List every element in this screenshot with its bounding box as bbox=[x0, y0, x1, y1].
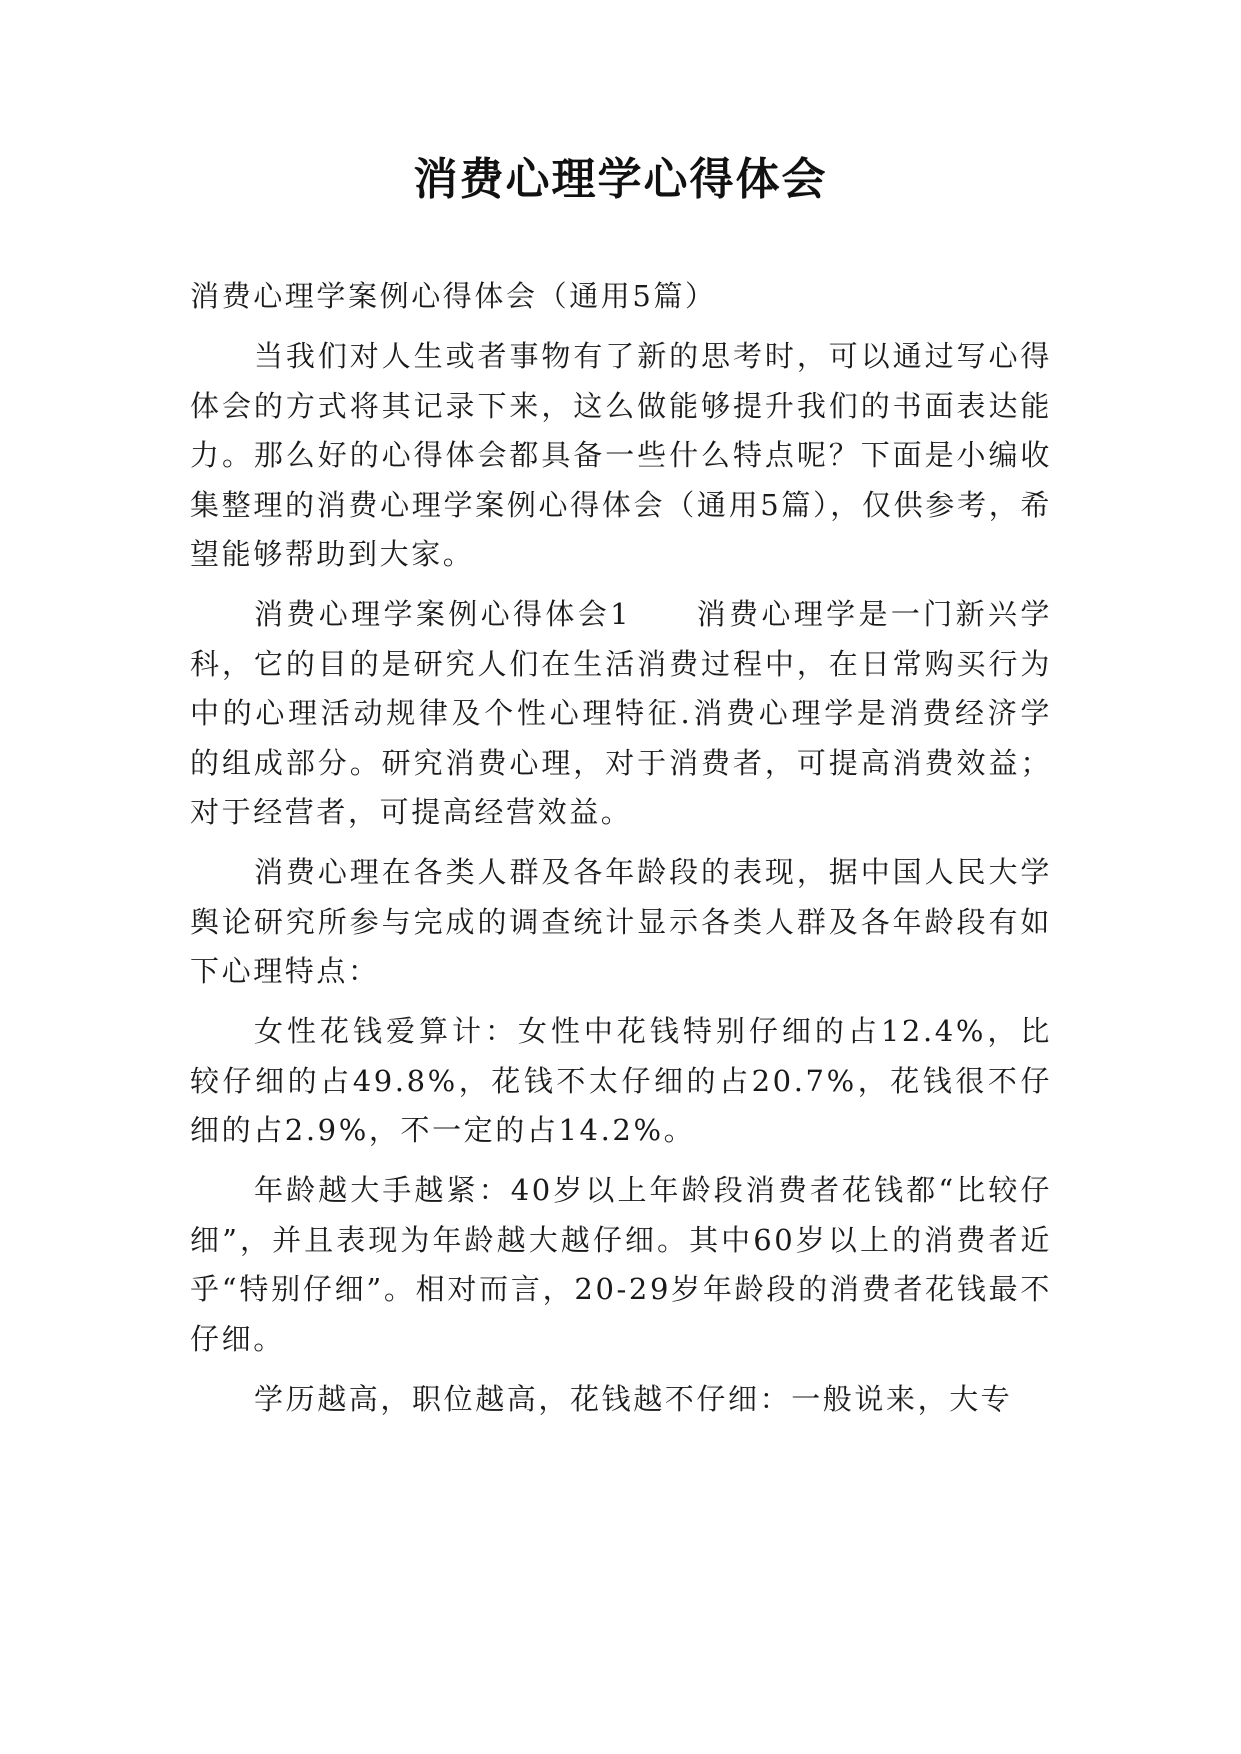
essay-1-paragraph: 消费心理学案例心得体会1 消费心理学是一门新兴学科，它的目的是研究人们在生活消费过程中，在日常购买行为中的心理活动规律及个性心理特征.消费心理学是消费经济学的组成部分。研究消费心理，对于消费者，可提高消费效益；对于经营者，可提高经营效益。 bbox=[190, 597, 1052, 829]
document-body bbox=[190, 272, 1052, 1435]
female-spending-paragraph: 女性花钱爱算计：女性中花钱特别仔细的占12.4%，比较仔细的占49.8%，花钱不太仔细的占20.7%，花钱很不仔细的占2.9%，不一定的占14.2%。 bbox=[190, 1014, 1052, 1147]
survey-intro-paragraph: 消费心理在各类人群及各年龄段的表现，据中国人民大学舆论研究所参与完成的调查统计显示各类人群及各年龄段有如下心理特点： bbox=[190, 855, 1052, 988]
document-title: 消费心理学心得体会 bbox=[413, 154, 828, 205]
age-spending-paragraph: 年龄越大手越紧：40岁以上年龄段消费者花钱都“比较仔细”，并且表现为年龄越大越仔细。其中60岁以上的消费者近乎“特别仔细”。相对而言，20-29岁年龄段的消费者花钱最不仔细。 bbox=[190, 1173, 1052, 1356]
document-subtitle: 消费心理学案例心得体会（通用5篇） bbox=[190, 279, 717, 313]
education-spending-paragraph: 学历越高，职位越高，花钱越不仔细：一般说来，大专 bbox=[254, 1381, 1013, 1416]
intro-paragraph: 当我们对人生或者事物有了新的思考时，可以通过写心得体会的方式将其记录下来，这么做能够提升我们的书面表达能力。那么好的心得体会都具备一些什么特点呢？下面是小编收集整理的消费心理学案例心得体会（通用5篇），仅供参考，希望能够帮助到大家。 bbox=[190, 339, 1052, 571]
